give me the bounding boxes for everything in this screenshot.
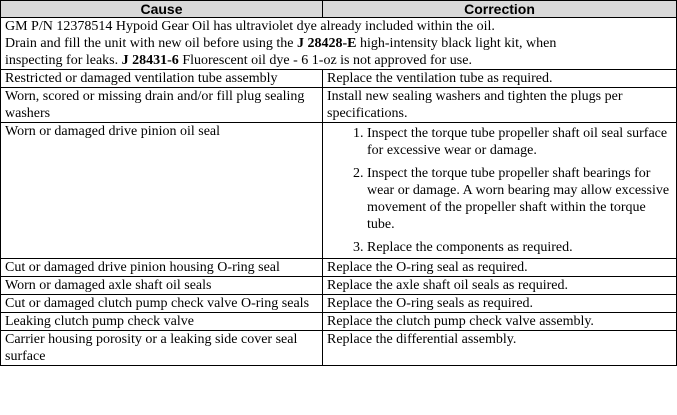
- table-row: [1, 331, 677, 366]
- cause-cell: Restricted or damaged ventilation tube assembly: [1, 70, 323, 88]
- tool-number-j284316: J 28431-6: [121, 53, 179, 68]
- table-row: [1, 259, 677, 277]
- table-row: [1, 123, 677, 259]
- note-line-3-text-b: Fluorescent oil dye - 6 1-oz is not approved for use.: [178, 53, 472, 68]
- note-line-2-text-a: Drain and fill the unit with new oil before using the: [5, 36, 297, 51]
- correction-cell: Replace the axle shaft oil seals as required.: [323, 277, 677, 295]
- correction-step: 1. Inspect the torque tube propeller shaft oil seal surface for excessive wear or damage.: [367, 125, 672, 159]
- correction-cell: Replace the O-ring seal as required.: [323, 259, 677, 277]
- note-line-2: [5, 35, 672, 52]
- correction-cell: [323, 123, 677, 259]
- correction-column-header: Correction: [323, 1, 677, 18]
- table-row: [1, 313, 677, 331]
- cause-cell: Carrier housing porosity or a leaking side cover seal surface: [1, 331, 323, 366]
- cause-cell: Leaking clutch pump check valve: [1, 313, 323, 331]
- note-line-3-text-a: inspecting for leaks.: [5, 53, 122, 68]
- cause-cell: Worn or damaged drive pinion oil seal: [1, 123, 323, 259]
- cause-cell: Worn, scored or missing drain and/or fill plug sealing washers: [1, 88, 323, 123]
- correction-step: 3. Replace the components as required.: [367, 239, 672, 256]
- correction-step: 2. Inspect the torque tube propeller shaft bearings for wear or damage. A worn bearing may allow excessive movement of the propeller shaft within the torque tube.: [367, 165, 672, 233]
- cause-column-header: Cause: [1, 1, 323, 18]
- note-cell: [1, 18, 677, 70]
- note-line-3: [5, 52, 672, 69]
- correction-cell: Install new sealing washers and tighten the plugs per specifications.: [323, 88, 677, 123]
- cause-cell: Cut or damaged drive pinion housing O-ring seal: [1, 259, 323, 277]
- cause-cell: Worn or damaged axle shaft oil seals: [1, 277, 323, 295]
- correction-cell: Replace the O-ring seals as required.: [323, 295, 677, 313]
- note-row: [1, 18, 677, 70]
- note-line-1: GM P/N 12378514 Hypoid Gear Oil has ultraviolet dye already included within the oil.: [5, 19, 495, 34]
- correction-cell: Replace the ventilation tube as required.: [323, 70, 677, 88]
- note-line-2-text-b: high-intensity black light kit, when: [356, 36, 557, 51]
- correction-cell: Replace the clutch pump check valve assembly.: [323, 313, 677, 331]
- table-row: [1, 88, 677, 123]
- cause-cell: Cut or damaged clutch pump check valve O-ring seals: [1, 295, 323, 313]
- table-header-row: [1, 1, 677, 18]
- table-row: [1, 70, 677, 88]
- tool-number-j28428e: J 28428-E: [297, 36, 357, 51]
- table-row: [1, 295, 677, 313]
- table-row: [1, 277, 677, 295]
- correction-cell: Replace the differential assembly.: [323, 331, 677, 366]
- correction-steps-list: [327, 125, 672, 256]
